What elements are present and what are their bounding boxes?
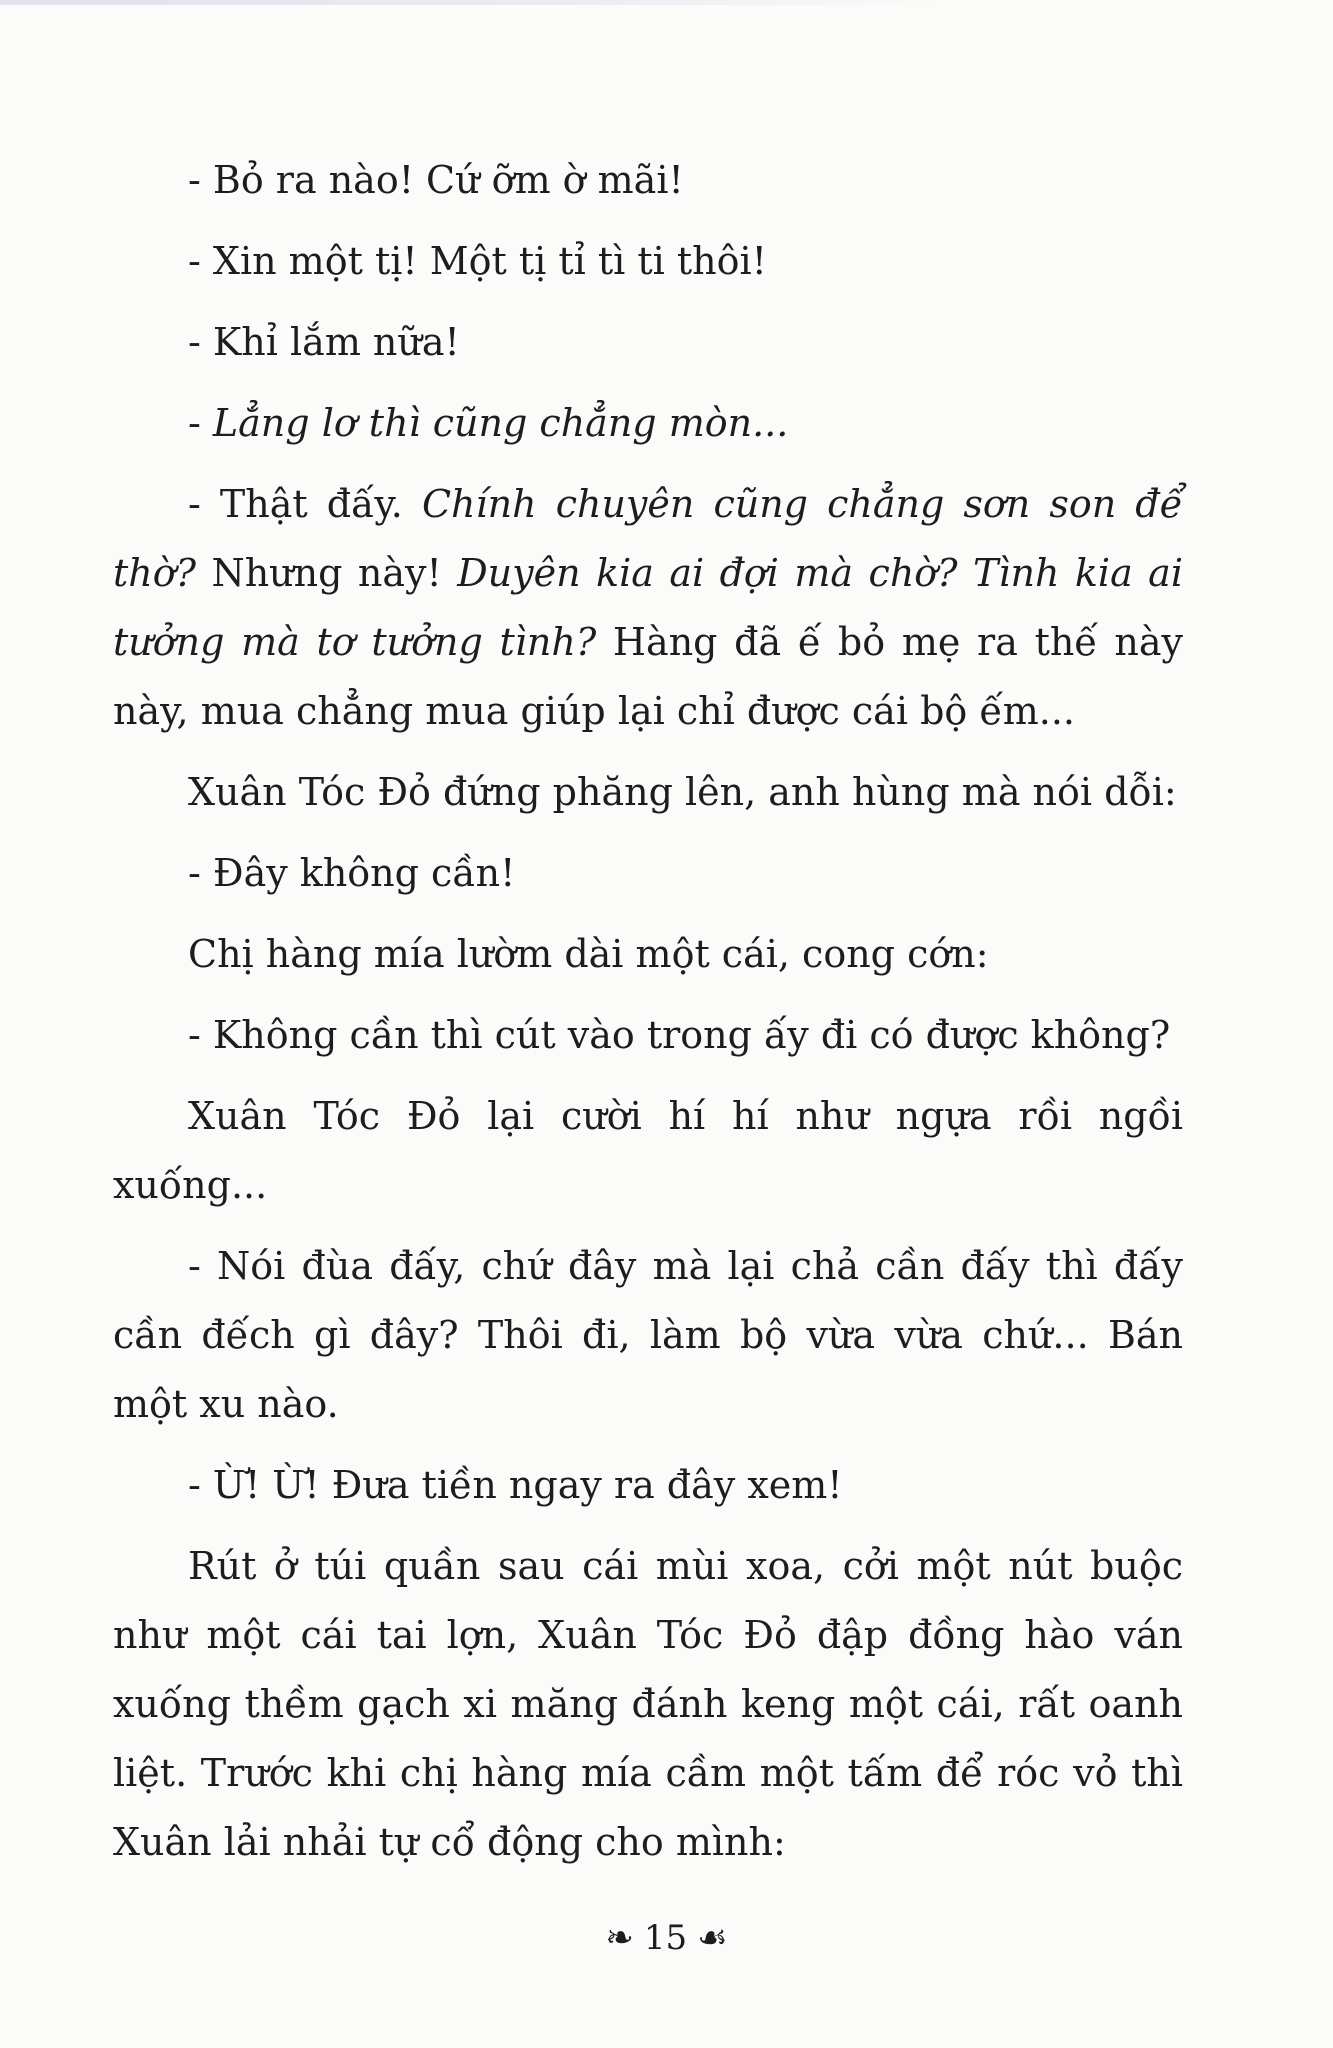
text-run: Xuân Tóc Đỏ đứng phăng lên, anh hùng mà nói dỗi: [188,770,1177,814]
paragraph [113,227,1183,296]
text-run: - Xin một tị! Một tị tỉ tì ti thôi! [188,239,767,283]
paragraph [113,920,1183,989]
page-edge [0,0,940,5]
text-run: - Bỏ ra nào! Cứ ỡm ờ mãi! [188,158,684,202]
fleuron-right-icon: ☙ [697,1918,728,1958]
text-run: - Thật đấy. [188,482,422,526]
fleuron-left-icon: ❧ [605,1918,634,1958]
text-run: Nhưng này! [196,551,458,595]
paragraph [113,1082,1183,1220]
text-run: - [188,401,213,445]
page-number: 15 [643,1918,688,1958]
paragraph [113,389,1183,458]
paragraph [113,308,1183,377]
text-run: - Nói đùa đấy, chứ đây mà lại chả cần đấy thì đấy cần đếch gì đây? Thôi đi, làm bộ vừa vừa chứ... Bán một xu nào. [113,1244,1183,1426]
body-text [113,146,1183,1889]
text-run: - Không cần thì cút vào trong ấy đi có được không? [188,1013,1171,1057]
paragraph [113,1532,1183,1877]
page-footer [0,1918,1333,1958]
italic-text-run: Duyên kia ai đợi mà chờ? Tình kia ai tưởng mà tơ tưởng tình? [113,551,1183,664]
italic-text-run: Chính chuyên cũng chẳng sơn son để thờ? [113,482,1183,595]
paragraph [113,839,1183,908]
paragraph [113,758,1183,827]
text-run: - Ừ! Ừ! Đưa tiền ngay ra đây xem! [188,1463,843,1507]
text-run: Hàng đã ế bỏ mẹ ra thế này này, mua chẳng mua giúp lại chỉ được cái bộ ếm... [113,620,1183,733]
text-run: Chị hàng mía lườm dài một cái, cong cớn: [188,932,989,976]
text-run: - Đây không cần! [188,851,516,895]
text-run: Xuân Tóc Đỏ lại cười hí hí như ngựa rồi ngồi xuống... [113,1094,1183,1207]
paragraph [113,146,1183,215]
text-run: - Khỉ lắm nữa! [188,320,460,364]
paragraph [113,1451,1183,1520]
paragraph [113,1001,1183,1070]
paragraph [113,1232,1183,1439]
text-run: Rút ở túi quần sau cái mùi xoa, cởi một nút buộc như một cái tai lợn, Xuân Tóc Đỏ đập đồng hào ván xuống thềm gạch xi măng đánh keng một cái, rất oanh liệt. Trước khi chị hàng mía cầm một tấm để róc vỏ thì Xuân lải nhải tự cổ động cho mình: [113,1544,1183,1864]
italic-text-run: Lẳng lơ thì cũng chẳng mòn... [212,401,789,445]
paragraph [113,470,1183,746]
